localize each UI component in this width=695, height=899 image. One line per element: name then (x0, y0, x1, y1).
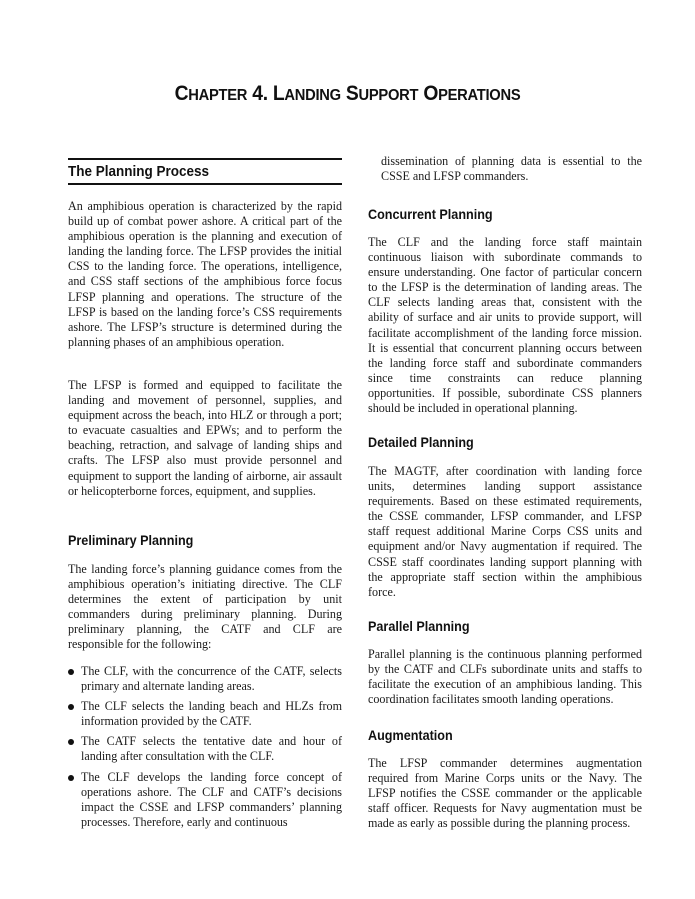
heading-parallel-planning: Parallel Planning (368, 618, 470, 634)
list-item: The CATF selects the tentative date and hour of landing after consultation with the CLF. (68, 734, 342, 764)
title-part: OPERATIONS (418, 82, 521, 105)
list-item: The CLF develops the landing force concept of operations ashore. The CLF and CATF’s decisions impact the CSSE and LFSP commanders’ planning processes. Therefore, early and continuous (68, 770, 342, 830)
section-rule-bottom (68, 183, 342, 185)
paragraph-concurrent-planning: The CLF and the landing force staff maintain continuous liaison with subordinate commands to ensure understanding. One factor of particular concern to the LFSP is the determination of landing areas. The CLF selects landing areas that, consistent with the ability of surface and air units to provide support, will facilitate accomplishment of the landing force mission. It is essential that concurrent planning occurs between the landing force staff and subordinate commanders since time constraints can reduce planning opportunities. If possible, subordinate CSS planners should be included in operational planning. (368, 235, 642, 416)
bullet-icon (68, 775, 74, 781)
heading-preliminary-planning: Preliminary Planning (68, 532, 194, 548)
paragraph-lfsp-formation: The LFSP is formed and equipped to facilitate the landing and movement of personnel, supplies, and equipment across the beach, into HLZ or through a port; to evacuate casualties and EPWs; and to perform the beaching, retraction, and salvage of landing ships and crafts. The LFSP also must provide personnel and equipment to support the landing of airborne, air assault or helicopterborne forces, equipment, and supplies. (68, 378, 342, 498)
paragraph-parallel-planning: Parallel planning is the continuous planning performed by the CATF and CLFs subordinate units and staffs to facilitate the execution of an amphibious landing. This coordination facilitates smooth landing operations. (368, 647, 642, 707)
paragraph-continuation: dissemination of planning data is essential to the CSSE and LFSP commanders. (381, 154, 642, 184)
bullet-icon (68, 669, 74, 675)
paragraph-detailed-planning: The MAGTF, after coordination with landing force units, determines landing support assistance requirements. Based on these estimated requirements, the CSSE commander, LFSP commander, and LFSP staff request additional Marine Corps CSS units and equipment and/or Navy augmentation if required. The CSSE staff coordinates landing support planning with the appropriate staff section within the amphibious force. (368, 464, 642, 599)
section-rule-top (68, 158, 342, 160)
paragraph-augmentation: The LFSP commander determines augmentation required from Marine Corps units or the Navy. The LFSP notifies the CSSE commander or the applicable staff officer. Requests for Navy augmentation must be made as early as possible during the planning process. (368, 756, 642, 831)
list-item: The CLF, with the concurrence of the CATF, selects primary and alternate landing areas. (68, 664, 342, 694)
chapter-title (28, 82, 667, 106)
paragraph-planning-intro: An amphibious operation is characterized by the rapid build up of combat power ashore. A critical part of the amphibious operation is the planning and execution of landing the landing force. The LFSP provides the initial CSS to the landing force. The operations, intelligence, and CSS staff sections of the amphibious force focus LFSP planning and operations. The structure of the LFSP is based on the landing force’s CSS requirements ashore. The LFSP’s structure is determined during the planning phases of an amphibious operation. (68, 199, 342, 349)
bullet-icon (68, 704, 74, 710)
heading-detailed-planning: Detailed Planning (368, 434, 474, 450)
title-part: 4. LANDING (247, 82, 341, 105)
section-title-planning-process: The Planning Process (68, 163, 210, 180)
title-part: CHAPTER (174, 82, 248, 105)
heading-augmentation: Augmentation (368, 727, 453, 743)
title-part: SUPPORT (340, 82, 419, 105)
heading-concurrent-planning: Concurrent Planning (368, 206, 493, 222)
list-item: The CLF selects the landing beach and HLZs from information provided by the CATF. (68, 699, 342, 729)
bullet-icon (68, 739, 74, 745)
responsibilities-list (68, 664, 342, 835)
paragraph-preliminary-planning: The landing force’s planning guidance comes from the amphibious operation’s initiating directive. The CLF determines the extent of participation by unit commanders during preliminary planning. During preliminary planning, the CATF and CLF are responsible for the following: (68, 562, 342, 652)
